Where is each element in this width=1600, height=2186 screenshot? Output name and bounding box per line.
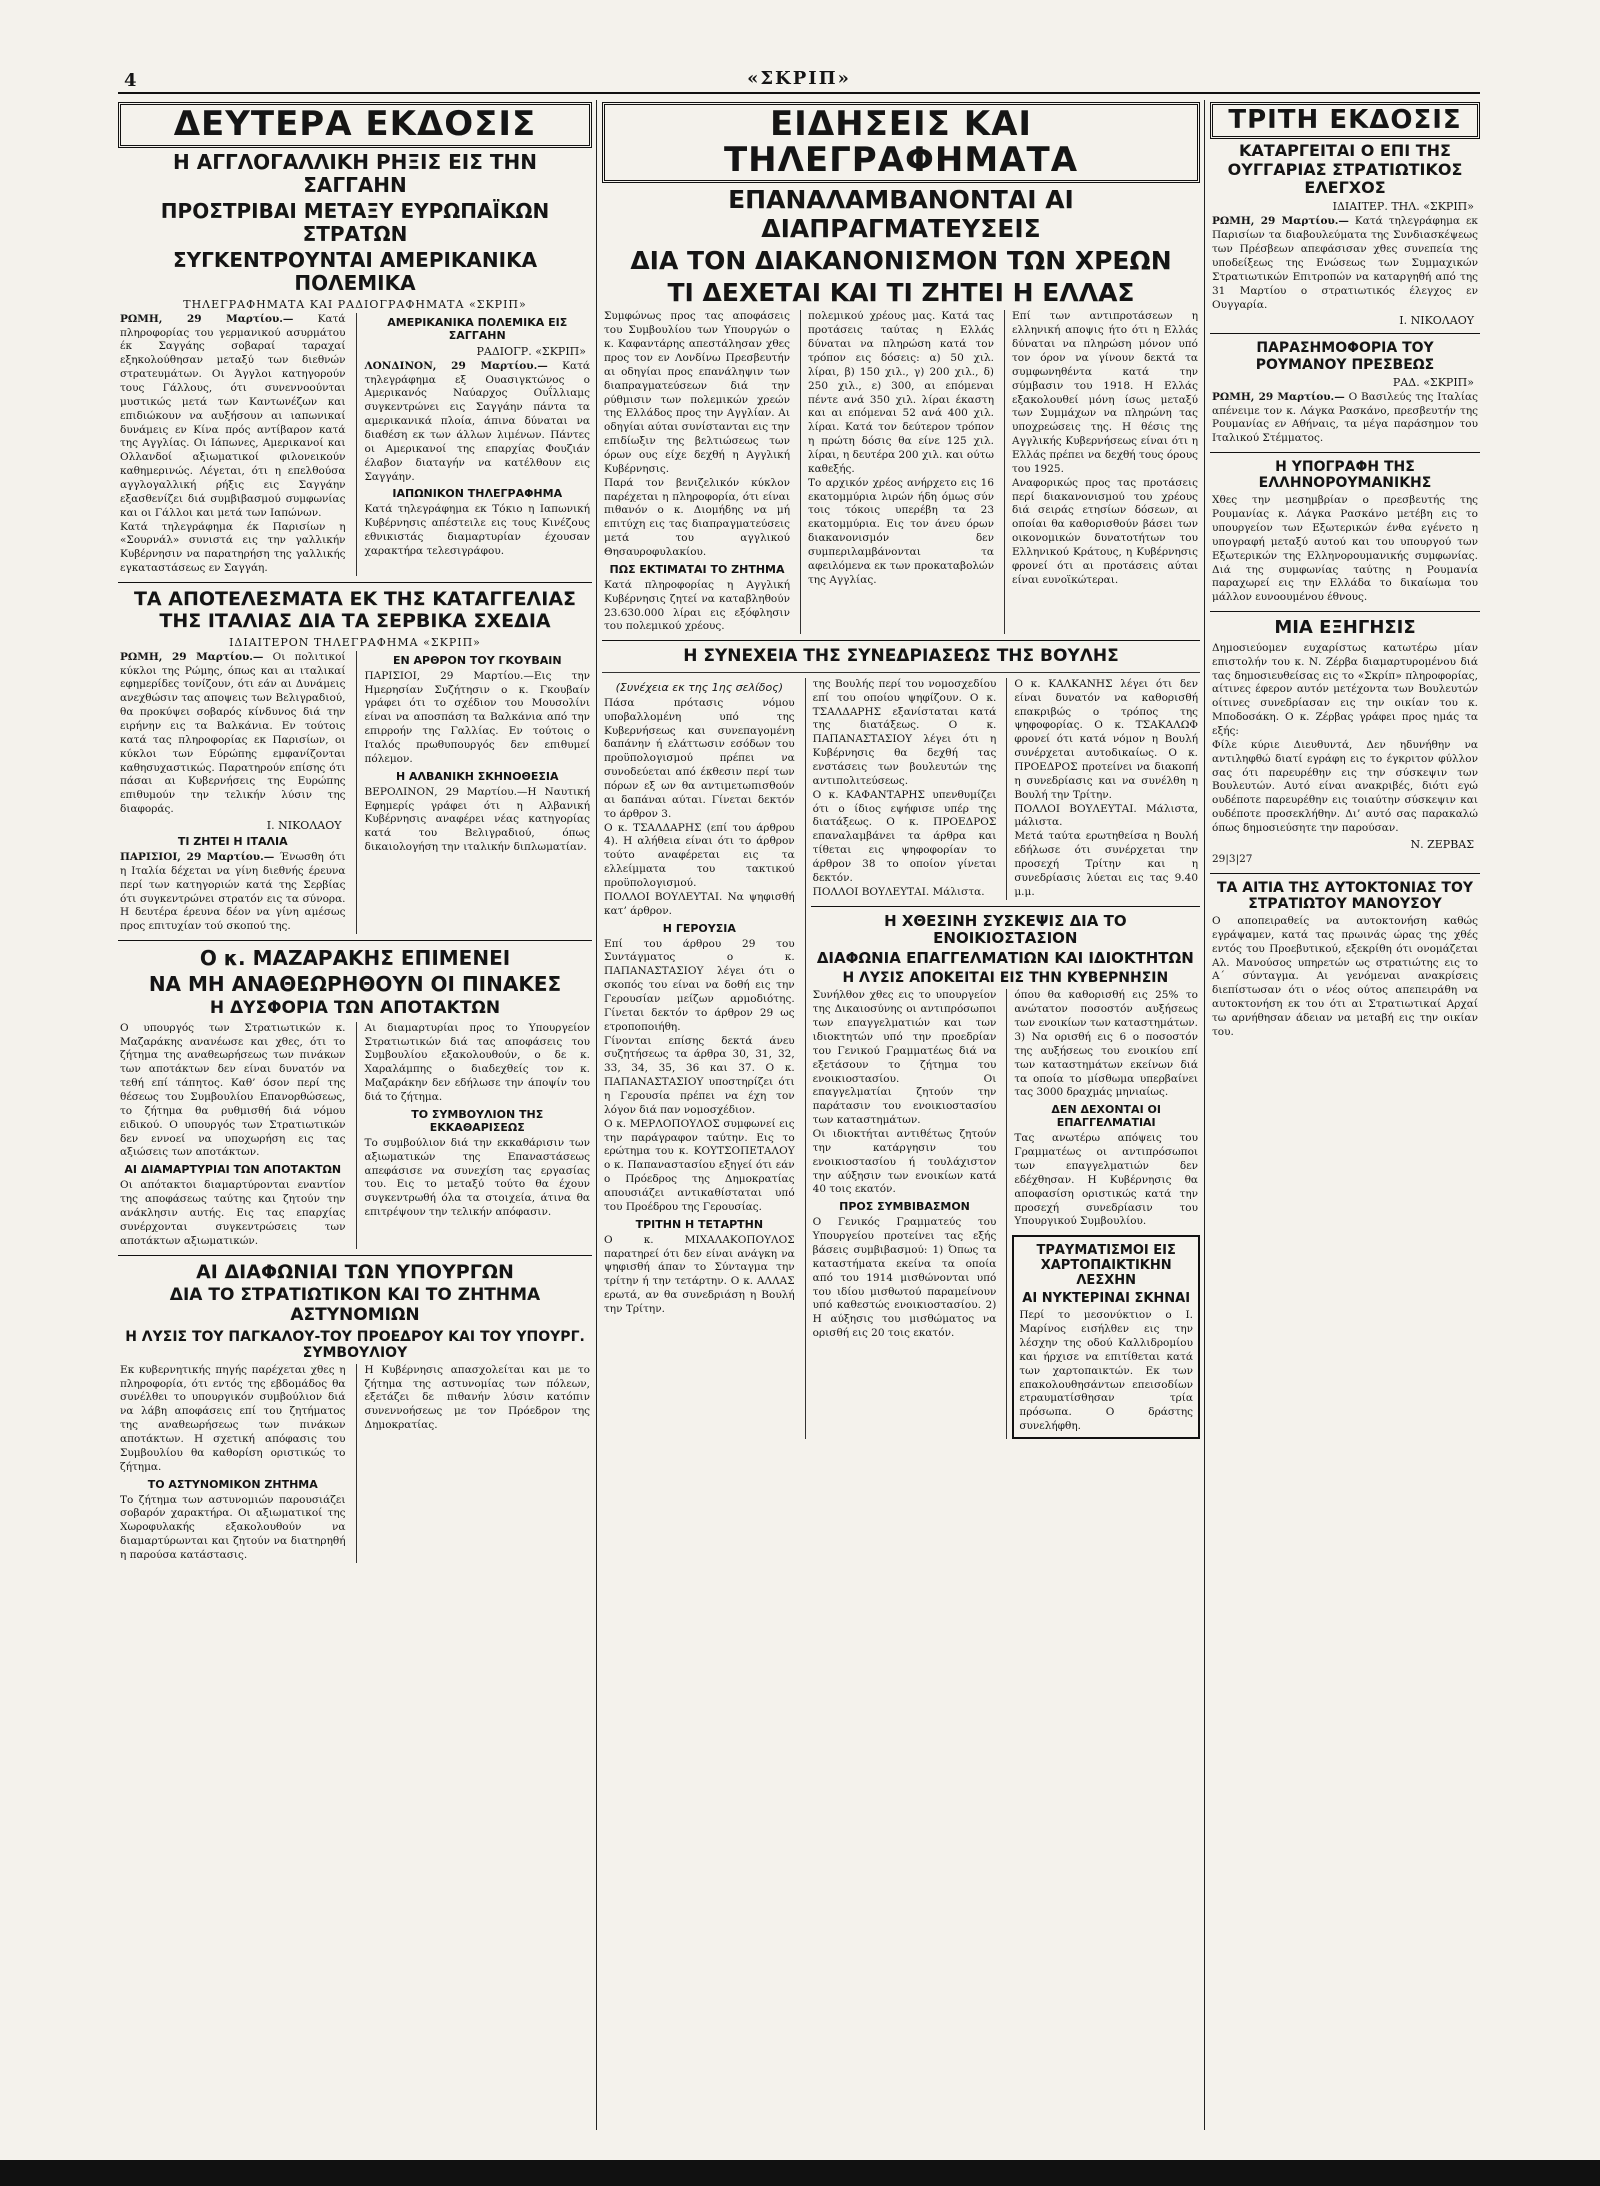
masthead [118, 70, 1480, 94]
article-text: Οι ιδιοκτήται αντιθέτως ζητούν την κατάργησιν του ενοικιοστασίου ή τουλάχιστον την αύξησιν των ενοικίων κατά 40 τοις εκατόν. [812, 1128, 997, 1196]
headline: ΠΑΡΑΣΗΜΟΦΟΡΙΑ ΤΟΥ ΡΟΥΜΑΝΟΥ ΠΡΕΣΒΕΩΣ [1255, 340, 1435, 373]
article-text: Παρά τον βενιζελικόν κύκλον παρέχεται η πληροφορία, ότι είναι πιθανόν ο κ. Διομήδης να μή επιτύχη εις τας διαπραγματεύσεις μετά του αγγλικού Θησαυροφυλακίου. [604, 476, 790, 558]
headline: ΔΙΑ ΤΟ ΣΤΡΑΤΙΩΤΙΚΟΝ ΚΑΙ ΤΟ ΖΗΤΗΜΑ ΑΣΤΥΝΟΜΙΩΝ [169, 1285, 541, 1325]
article-text: Κατά τηλεγράφημα έκ Παρισίων η «Σουρνάλ» συνιστά εις την γαλλικήν Κυβέρνησιν να παρατηρήση της γαλλικής εγκαταστάσεως εν Σαγγάη. [120, 520, 346, 575]
article-body [365, 360, 591, 485]
subheadline: ΑΙ ΔΙΑΜΑΡΤΥΡΙΑΙ ΤΩΝ ΑΠΟΤΑΚΤΩΝ [124, 1163, 342, 1177]
byline: ΙΔΙΑΙΤΕΡΟΝ ΤΗΛΕΓΡΑΦΗΜΑ «ΣΚΡΙΠ» [229, 635, 481, 649]
article-text: ΠΟΛΛΟΙ ΒΟΥΛΕΥΤΑΙ. Μάλιστα, μάλιστα. [1014, 802, 1199, 829]
article-text: Επί των αντιπροτάσεων η ελληνική αποψις ήτο ότι η Ελλάς δύναται να πληρώση μόνον υπό τον όρον να γίνουν δεκτά τα συμφωνηθέντα κατά την σύμβασιν του 1918. Η Ελλάς εξακολουθεί μόνη ίσως μεταξύ των Συμμάχων να πληρώνη τας υποχρεώσεις της. Η θέσις της Αγγλικής Κυβερνήσεως είναι ότι η Ελλάς πρέπει να δεχθή τους όρους του 1925. [1012, 310, 1198, 475]
byline: ΙΔΙΑΙΤΕΡ. ΤΗΛ. «ΣΚΡΙΠ» [1332, 200, 1474, 214]
article-body [120, 313, 346, 521]
headline: ΜΙΑ ΕΞΗΓΗΣΙΣ [1274, 617, 1416, 639]
article-text: Κατά πληροφορίας του γερμανικού ασυρμάτου έκ Σαγγάης σοβαραί ταραχαί εξηκολούθησαν μεταξύ των διεθνών στρατευμάτων. Οι Άγγλοι κατηγορούν τους Γάλλους, ότι συνεννοούνται μυστικώς μετά των Καντωνέζων και επιδιώκουν να αυξήσουν αι ιαπωνικαί δυνάμεις εν Κίνα πρός αντίβαρον κατά της Αγγλίας. Οι Ιάπωνες, Αμερικανοί και Ολλανδοί αξιωματικοί φιλονεικούν καθημερινώς. Λέγεται, ότι η επελθούσα αγγλογαλλική ρήξις εις Σαγγάην εξασθενίζει διά συμβιβασμού συμφωνίας και οι Γάλλοι και μετά των Ιαπώνων. [120, 312, 346, 519]
article-text: της Βουλής περί του νομοσχεδίου επί του οποίου ψηφίζουν. Ο κ. ΤΣΑΛΔΑΡΗΣ εξανίσταται κατά της διατάξεως. Ο κ. ΠΑΠΑΝΑΣΤΑΣΙΟΥ λέγει ότι η Κυβέρνησις θα δεχθή τας ενστάσεις των βουλευτών της αντιπολιτεύσεως. [812, 677, 997, 787]
headline: Η ΑΓΓΛΟΓΑΛΛΙΚΗ ΡΗΞΙΣ ΕΙΣ ΤΗΝ ΣΑΓΓΑΗΝ [173, 149, 537, 197]
page-number: 4 [124, 70, 137, 91]
article-text: Το αρχικόν χρέος ανήρχετο εις 16 εκατομμύρια λιρών ήδη όμως σύν τοις τόκοις υπερέβη τα 23 εκατομμύρια. Εις τον άνευ όρων διακανονισμόν δεν συμπεριλαμβάνονται τα αφειλόμενα εκ των προκαταβολών της Αγγλίας. [808, 476, 994, 586]
headline: Η ΔΥΣΦΟΡΙΑ ΤΩΝ ΑΠΟΤΑΚΤΩΝ [209, 998, 501, 1019]
article-text: Ο κ. ΜΕΡΛΟΠΟΥΛΟΣ συμφωνεί εις την παράγραφον ταύτην. Εις το ερώτημα του κ. ΚΟΥΤΣΟΠΕΤΑΛΟΥ ο κ. Παπαναστασίου εξηγεί ότι εάν ο Πρόεδρος της Δημοκρατίας απουσιάζει αντικαθίσταται υπό του Προέδρου της Γερουσίας. [604, 1117, 795, 1213]
divider [602, 672, 1200, 673]
subheadline: ΑΜΕΡΙΚΑΝΙΚΑ ΠΟΛΕΜΙΚΑ ΕΙΣ ΣΑΓΓΑΗΝ [387, 315, 568, 342]
subheadline: Η ΑΛΒΑΝΙΚΗ ΣΚΗΝΟΘΕΣΙΑ [395, 769, 559, 783]
headline: Η ΣΥΝΕΧΕΙΑ ΤΗΣ ΣΥΝΕΔΡΙΑΣΕΩΣ ΤΗΣ ΒΟΥΛΗΣ [683, 646, 1119, 667]
article-text: Ένωσθη ότι η Ιταλία δέχεται να γίνη διεθνής έρευνα περί των κατηγοριών κατά της Σερβίας ότι συγκεντρώνει στρατόν εις τα σύνορα. Η δευτέρα έρευνα δέον να γίνη αμέσως προς επιτυχίαν τού σκοπού της. [120, 851, 346, 933]
second-edition-banner: ΔΕΥΤΕΡΑ ΕΚΔΟΣΙΣ [118, 102, 592, 148]
divider [811, 906, 1200, 907]
article-text: Φίλε κύριε Διευθυντά, Δεν ηδυνήθην να αντιληφθώ διατί εγράφη εις το έγκριτον φύλλον σας ότι παρευρέθην εις την σύσκεψιν των Βουλευτών. Αυτό είναι ανακριβές, διότι εγώ ουδέποτε παρευρέθην εις τοιαύτην σύσκεψιν και ουδέποτε προσεκλήθην. Δι’ αυτό σας παρακαλώ όπως δημοσιεύσητε την παρούσαν. [1212, 738, 1478, 835]
article-text: Δημοσιεύομεν ευχαρίστως κατωτέρω μίαν επιστολήν του κ. Ν. Ζέρβα διαμαρτυρομένου διά τας δημοσιευθείσας εις το «Σκρίπ» πληροφορίας, αίτινες έφερον αυτόν μετέχοντα των Βουλευτών οίτινες συνεδρίασαν εις την οικίαν του κ. Μποδοσάκη. Ο κ. Ζέρβας γράφει προς ημάς τα εξής: [1212, 641, 1478, 738]
article-text: Συνήλθον χθες εις το υπουργείον της Δικαιοσύνης οι αντιπρόσωποι των επαγγελματιών και των ιδιοκτητών υπό την προεδρίαν του Γενικού Γραμματέως διά να εξετάσουν το ζήτημα του ενοικιοστασίου. Οι επαγγελματίαι ζητούν την παράτασιν του ενοικιοστασίου των καταστημάτων. [812, 989, 997, 1127]
article-text: ΠΑΡΙΣΙΟΙ, 29 Μαρτίου.—Εις την Ημερησίαν Συζήτησιν ο κ. Γκουβαίν γράφει ότι το σχέδιον του Μουσολίνι είναι να αποσπάση τα Βαλκάνια από την επιρροήν της Γαλλίας. Εν τούτοις ο Ιταλός πρωθυπουργός δεν επιθυμεί πόλεμον. [364, 669, 590, 765]
article-text: Χθες την μεσημβρίαν ο πρεσβευτής της Ρουμανίας κ. Λάγκα Ρασκάνο μετέβη εις το υπουργείον των Εξωτερικών ένθα εγένετο η υπογραφή μεταξύ αυτού και του υπουργού των Εξωτερικών της Ελληνορουμανικής συμφωνίας. Διά της συμφωνίας ταύτης η Ρουμανία παραχωρεί εις την Ελλάδα το δικαίωμα του μάλλον ευνοουμένου έθνους. [1212, 494, 1478, 604]
article-text: Τας ανωτέρω απόψεις του Γραμματέως οι αντιπρόσωποι των επαγγελματιών δεν εδέχθησαν. Η Κυβέρνησις θα αποφασίση οριστικώς κατά την προσεχή συνεδρίασιν του Υπουργικού Συμβουλίου. [1014, 1132, 1199, 1228]
article-text: Ο κ. ΚΑΛΚΑΝΗΣ λέγει ότι δεν είναι δυνατόν να καθορισθή επακριβώς ο τρόπος της ψηφοφορίας. Ο κ. ΤΣΑΚΑΛΩΦ φρονεί ότι κατά νόμον η Βουλή συνέρχεται αυτοδικαίως. Ο κ. ΠΡΟΕΔΡΟΣ προτείνει να διακοπή η συνεδρίασις και να συνέλθη η Βουλή την Τρίτην. [1014, 677, 1199, 801]
headline: Ο κ. ΜΑΖΑΡΑΚΗΣ ΕΠΙΜΕΝΕΙ [199, 946, 511, 971]
headline: ΔΙΑ ΤΟΝ ΔΙΑΚΑΝΟΝΙΣΜΟΝ ΤΩΝ ΧΡΕΩΝ [630, 245, 1172, 275]
subheadline: Η ΓΕΡΟΥΣΙΑ [662, 921, 736, 935]
article-text: Αι διαμαρτυρίαι προς το Υπουργείον Στρατιωτικών διά τας αποφάσεις του Συμβουλίου εξακολουθούν, ο δε κ. Χαραλάμπης ο διαδεχθείς τον κ. Μαζαράκην δεν εδήλωσε την άποψίν του διά το ζήτημα. [364, 1021, 590, 1104]
subheadline: ΠΡΟΣ ΣΥΜΒΙΒΑΣΜΟΝ [839, 1200, 970, 1214]
article-body [1212, 391, 1478, 446]
divider [118, 1255, 592, 1256]
article-text: Κατά τηλεγράφημα εξ Ουασιγκτώνος ο Αμερικανός Ναύαρχος Ουΐλλιαμς συγκεντρώνει εις Σαγγάην πάντα τα αμερικανικά πλοία, άπινα δύναται να διαθέση εκ των άλλων λιμένων. Πάντες οι Αμερικανοί της επαρχίας Φουζιάν έλαβον διαταγήν να κατέλθουν εις Σαγγάην. [364, 359, 590, 483]
article-body [1212, 215, 1478, 312]
letter-date: 29|3|27 [1212, 852, 1253, 865]
article-text: Το ζήτημα των αστυνομιών παρουσιάζει σοβαρόν χαρακτήρα. Οι αξιωματικοί της Χωροφυλακής εξακολουθούν να διαμαρτύρωνται και ζητούν να διατηρηθή η παρούσα κατάστασις. [120, 1493, 346, 1562]
subheadline: ΕΝ ΑΡΘΡΟΝ ΤΟΥ ΓΚΟΥΒΑΙΝ [392, 653, 562, 667]
dateline: ΡΩΜΗ, 29 Μαρτίου.— [1212, 215, 1349, 228]
divider [1210, 452, 1480, 453]
headline: ΝΑ ΜΗ ΑΝΑΘΕΩΡΗΘΟΥΝ ΟΙ ΠΙΝΑΚΕΣ [148, 972, 562, 997]
article-body [120, 851, 346, 934]
byline: ΡΑΔΙΟΓΡ. «ΣΚΡΙΠ» [476, 344, 586, 358]
continuation-note: (Συνέχεια εκ της 1ης σελίδος) [615, 680, 784, 694]
headline: ΣΥΓΚΕΝΤΡΟΥΝΤΑΙ ΑΜΕΡΙΚΑΝΙΚΑ ΠΟΛΕΜΙΚΑ [172, 247, 538, 295]
article-text: Ο κ. ΚΑΦΑΝΤΑΡΗΣ υπενθυμίζει ότι ο ίδιος εψήφισε υπέρ της διατάξεως. Ο κ. ΠΡΟΕΔΡΟΣ επαναλαμβάνει τα άρθρα και τίθεται εις ψηφοφορίαν το άρθρον 38 το οποίον γίνεται δεκτόν. [812, 788, 997, 884]
headline: Η ΧΘΕΣΙΝΗ ΣΥΣΚΕΨΙΣ ΔΙΑ ΤΟ ΕΝΟΙΚΙΟΣΤΑΣΙΟΝ [884, 911, 1127, 947]
paper-name: «ΣΚΡΙΠ» [747, 68, 851, 89]
article-text: Επί του άρθρου 29 του Συντάγματος ο κ. ΠΑΠΑΝΑΣΤΑΣΙΟΥ λέγει ότι ο σκοπός του είναι να δοθή εις την Γερουσίαν μείζων αρμοδιότης. Γίνεται δεκτόν το άρθρον 29 ως ετροποποιήθη. [604, 937, 795, 1033]
article-text: ΠΟΛΛΟΙ ΒΟΥΛΕΥΤΑΙ. Να ψηφισθή κατ’ άρθρον. [604, 890, 795, 917]
article-text: Ο αποπειραθείς να αυτοκτονήση καθώς εγράψαμεν, κατά τας πρωινάς ώρας της χθές εντός του Προεβυτικού, εξεκρίθη ότι ονομάζεται Αλ. Μανούσος υπηρετών ως στρατιώτης εις το Α΄ σύνταγμα. Αι γενόμεναι ανακρίσεις διεπίστωσαν ότι ο νέος ούτος απεπειράθη να αυτοκτονήση εκ του ότι αι Στρατιωτικαί Αρχαί τω αρνήθησαν άδειαν να μεταβή εις την οικίαν του. [1212, 914, 1478, 1038]
dateline: ΡΩΜΗ, 29 Μαρτίου.— [1212, 390, 1345, 403]
left-section [118, 100, 592, 2140]
article-text: Ο κ. ΤΣΑΛΔΑΡΗΣ (επί του άρθρου 4). Η αλήθεια είναι ότι το άρθρον τούτο αναφέρεται εις τα ελλείμματα του τακτικού προϋπολογισμού. [604, 821, 795, 889]
article-text: Γίνονται επίσης δεκτά άνευ συζητήσεως τα άρθρα 30, 31, 32, 33, 34, 35, 36 και 37. Ο κ. ΠΑΠΑΝΑΣΤΑΣΙΟΥ υποστηρίζει ότι η Γερουσία πρέπει να έχη τον λόγον διά παν νομοσχέδιον. [604, 1034, 795, 1116]
headline: ΔΙΑΦΩΝΙΑ ΕΠΑΓΓΕΛΜΑΤΙΩΝ ΚΑΙ ΙΔΙΟΚΤΗΤΩΝ [816, 949, 1194, 968]
article-text: Συμφώνως προς τας αποφάσεις του Συμβουλίου των Υπουργών ο κ. Καφαντάρης απεστάλησαν χθες προς τον εν Λονδίνω Πρεσβευτήν αι οδηγίαι προς επανάληψιν των διαπραγματεύσεων διά την ρύθμισιν των πολεμικών χρεών της Ελλάδος προς την Αγγλίαν. Αι οδηγίαι αύται συνίστανται εις την επιδίωξιν της βελτιώσεως των όρων ους είχε δεχθή η Αγγλική Κυβέρνησις. [604, 310, 790, 475]
article-text: Πάσα πρότασις νόμου υποβαλλομένη υπό της Κυβερνήσεως και συνεπαγομένη δαπάνην ή ελάττωσιν εσόδων του προϋπολογισμού πρέπει να συνοδεύεται από έκθεσιν περί των πόρων εξ ων θα αντιμετωπισθούν αι δαπάναι αύται. Γίνεται δεκτόν το άρθρον 3. [604, 696, 795, 820]
signature: Ν. ΖΕΡΒΑΣ [1410, 837, 1474, 851]
article-text: Ο Βασιλεύς της Ιταλίας απένειμε τον κ. Λάγκα Ρασκάνο, πρεσβευτήν της Ρουμανίας εν Αθήναις, τα μέγα παράσημον του Ιταλικού Στέμματος. [1212, 390, 1479, 445]
article-text: Κατά τηλεγράφημα εκ Τόκιο η Ιαπωνική Κυβέρνησις απέστειλε εις τους Κινέζους εθνικιστάς διαμαρτυρίαν έχουσαν χαρακτήρα τελεσιγράφου. [364, 503, 590, 557]
headline: ΤΑ ΑΙΤΙΑ ΤΗΣ ΑΥΤΟΚΤΟΝΙΑΣ ΤΟΥ ΣΤΡΑΤΙΩΤΟΥ ΜΑΝΟΥΣΟΥ [1217, 879, 1473, 912]
subheadline: ΤΟ ΣΥΜΒΟΥΛΙΟΝ ΤΗΣ ΕΚΚΑΘΑΡΙΣΕΩΣ [411, 1107, 544, 1134]
headline: Η ΛΥΣΙΣ ΤΟΥ ΠΑΓΚΑΛΟΥ-ΤΟΥ ΠΡΟΕΔΡΟΥ ΚΑΙ ΤΟΥ ΥΠΟΥΡΓ. ΣΥΜΒΟΥΛΙΟΥ [125, 1328, 585, 1361]
article-text: Περί το μεσονύκτιον ο Ι. Μαρίνος εισήλθεν εις την λέσχην της οδού Καλλιδρομίου και ήρχισε να επιτίθεται κατά των χαρτοπαικτών. Εκ των επακολουθησάντων επεισοδίων ετραυματίσθησαν τρία πρόσωπα. Ο δράστης συνελήφθη. [1019, 1309, 1194, 1433]
article-text: Κατά τηλεγράφημα εκ Παρισίων τα διαβουλεύματα της Συνδιασκέψεως των Πρέσβεων απεφάσισαν χθες συνεπεία της υποδείξεως της Ενώσεως των Συμμαχικών Στρατιωτικών Επιτροπών να καταργηθή από της 31 Μαρτίου ο στρατιωτικός έλεγχος εν Ουγγαρία. [1212, 215, 1478, 311]
headline: ΕΠΑΝΑΛΑΜΒΑΝΟΝΤΑΙ ΑΙ ΔΙΑΠΡΑΓΜΑΤΕΥΣΕΙΣ [728, 185, 1074, 244]
headline: ΤΑ ΑΠΟΤΕΛΕΣΜΑΤΑ ΕΚ ΤΗΣ ΚΑΤΑΓΓΕΛΙΑΣ ΤΗΣ ΙΤΑΛΙΑΣ ΔΙΑ ΤΑ ΣΕΡΒΙΚΑ ΣΧΕΔΙΑ [133, 588, 577, 632]
subheadline: ΤΡΑΥΜΑΤΙΣΜΟΙ ΕΙΣ ΧΑΡΤΟΠΑΙΚΤΙΚΗΝ ΛΕΣΧΗΝ [1036, 1243, 1176, 1289]
dateline: ΠΑΡΙΣΙΟΙ, 29 Μαρτίου.— [120, 851, 275, 864]
dateline: ΡΩΜΗ, 29 Μαρτίου.— [120, 312, 294, 325]
dateline: ΛΟΝΔΙΝΟΝ, 29 Μαρτίου.— [364, 359, 548, 372]
center-section [602, 100, 1200, 2140]
article-text: Ο κ. ΜΙΧΑΛΑΚΟΠΟΥΛΟΣ παρατηρεί ότι δεν είναι ανάγκη να ψηφισθή άπαν το Σύνταγμα την τρίτην ή την τετάρτην. Ο κ. ΑΛΛΑΣ ερωτά, αν θα συνεδριάση η Βουλή την Τρίτην. [604, 1233, 795, 1316]
page-bottom-edge [0, 2160, 1600, 2186]
headline: Η ΥΠΟΓΡΑΦΗ ΤΗΣ ΕΛΛΗΝΟΡΟΥΜΑΝΙΚΗΣ [1258, 459, 1432, 492]
column-rule [1204, 100, 1205, 2130]
subheadline: ΤΡΙΤΗΝ Η ΤΕΤΑΡΤΗΝ [635, 1217, 764, 1231]
newspaper-page [118, 70, 1480, 2130]
article-text: Το συμβούλιον διά την εκκαθάρισιν των αξιωματικών της Επαναστάσεως απεφάσισε να συνεχίση τας εργασίας του. Εις το μεταξύ τούτο θα έχουν συγκεντρωθή όλα τα στοιχεία, άτινα θα επιτρέψουν την τελικήν απόφασιν. [364, 1136, 590, 1219]
subheadline: ΤΙ ΖΗΤΕΙ Η ΙΤΑΛΙΑ [177, 835, 288, 849]
signature: Ι. ΝΙΚΟΛΑΟΥ [266, 819, 342, 833]
article-text: Ο Γενικός Γραμματεύς του Υπουργείου προτείνει τας εξής βάσεις συμβιβασμού: 1) Όπως τα καταστήματα εκείνα τα οποία από του 1914 μισθώνονται υπό του ιδίου μισθωτού παραμείνουν υπό καθεστώς ενοικιοστασίου. 2) Η αύξησις του μισθώματος να ορισθή εις 20 τοις εκατόν. [812, 1216, 997, 1340]
headline: ΤΙ ΔΕΧΕΤΑΙ ΚΑΙ ΤΙ ΖΗΤΕΙ Η ΕΛΛΑΣ [667, 277, 1135, 307]
divider [1210, 333, 1480, 334]
headline: ΚΑΤΑΡΓΕΙΤΑΙ Ο ΕΠΙ ΤΗΣ ΟΥΓΓΑΡΙΑΣ ΣΤΡΑΤΙΩΤΙΚΟΣ ΕΛΕΓΧΟΣ [1227, 141, 1463, 198]
article-text: Κατά πληροφορίας η Αγγλική Κυβέρνησις ζητεί να καταβληθούν 23.630.000 λίραι εις εξόφλησιν του πολεμικού χρέους. [604, 578, 790, 633]
news-banner: ΕΙΔΗΣΕΙΣ ΚΑΙ ΤΗΛΕΓΡΑΦΗΜΑΤΑ [602, 102, 1200, 183]
divider [118, 582, 592, 583]
article-text: Εκ κυβερνητικής πηγής παρέχεται χθες η πληροφορία, ότι εντός της εβδομάδος θα συνέλθει το υπουργικόν συμβούλιον διά να λάβη αποφάσεις επί του ζητήματος της αναθεωρήσεως των πινάκων αποτάκτων. Η σχετική απόφασις του Συμβουλίου θα καθορίση οριστικώς το ζήτημα. [120, 1363, 346, 1473]
article-text: ΒΕΡΟΛΙΝΟΝ, 29 Μαρτίου.—Η Ναυτική Εφημερίς γράφει ότι η Αλβανική Κυβέρνησις αναφέρει νέας κατηγορίας κατά του Βελιγραδιού, όπως δικαιολογήση την ιταλικήν διπλωματίαν. [364, 785, 590, 854]
headline: ΑΙ ΔΙΑΦΩΝΙΑΙ ΤΩΝ ΥΠΟΥΡΓΩΝ [196, 1260, 514, 1283]
byline: ΤΗΛΕΓΡΑΦΗΜΑΤΑ ΚΑΙ ΡΑΔΙΟΓΡΑΦΗΜΑΤΑ «ΣΚΡΙΠ» [183, 297, 527, 311]
byline: ΡΑΔ. «ΣΚΡΙΠ» [1392, 375, 1474, 389]
article-text: Η Κυβέρνησις απασχολείται και με το ζήτημα της αστυνομίας των πόλεων, εξετάζει δε πιθανήν λύσιν κατόπιν συνεννοήσεως με τον Πρόεδρον της Δημοκρατίας. [364, 1363, 590, 1432]
article-text: ΠΟΛΛΟΙ ΒΟΥΛΕΥΤΑΙ. Μάλιστα. [812, 885, 985, 898]
headline: Η ΛΥΣΙΣ ΑΠΟΚΕΙΤΑΙ ΕΙΣ ΤΗΝ ΚΥΒΕΡΝΗΣΙΝ [842, 970, 1169, 987]
article-text: Μετά ταύτα ερωτηθείσα η Βουλή εδήλωσε ότι συνέρχεται την προσεχή Τρίτην και η συνεδρίασις λύεται εις τας 9.40 μ.μ. [1014, 830, 1199, 898]
signature: Ι. ΝΙΚΟΛΑΟΥ [1399, 314, 1474, 328]
article-text: όπου θα καθορισθή εις 25% το ανώτατον ποσοστόν αυξήσεως των ενοικίων των καταστημάτων. 3) Να ορισθή εις 6 ο ποσοστόν της αυξήσεως του ενοικίου επί των καταστημάτων εκείνων διά τα οποία το μίσθωμα υπερβαίνει τας 3000 δραχμάς μηνιαίως. [1014, 989, 1199, 1099]
subheadline: ΑΙ ΝΥΚΤΕΡΙΝΑΙ ΣΚΗΝΑΙ [1022, 1291, 1191, 1307]
third-edition-banner: ΤΡΙΤΗ ΕΚΔΟΣΙΣ [1210, 102, 1480, 139]
divider [602, 640, 1200, 641]
boxed-article [1012, 1235, 1200, 1439]
article-text: Οι απότακτοι διαμαρτύρονται εναντίον της αποφάσεως ταύτης και ζητούν την ανάκλησιν αυτής. Εις τας επαρχίας συνέρχονται συγκεντρώσεις των αποτάκτων αξιωματικών. [120, 1179, 346, 1247]
article-text: Ο υπουργός των Στρατιωτικών κ. Μαζαράκης ανανέωσε και χθες, ότι το ζήτημα της αναθεωρήσεως των πινάκων των αποτάκτων δεν είναι δυνατόν να τεθή επί τάπητος. Καθ’ όσον περί της θέσεως του Συμβουλίου Επανορθώσεως, το ζήτημα θα ρυθμισθή διά νόμου ειδικού. Ο υπουργός των Στρατιωτικών δεν εννοεί να υποχωρήση εις τας αξιώσεις των αποτάκτων. [120, 1021, 346, 1159]
divider [118, 940, 592, 941]
headline: ΠΡΟΣΤΡΙΒΑΙ ΜΕΤΑΞΥ ΕΥΡΩΠΑΪΚΩΝ ΣΤΡΑΤΩΝ [160, 198, 550, 246]
divider [1210, 873, 1480, 874]
dateline: ΡΩΜΗ, 29 Μαρτίου.— [120, 650, 264, 663]
subheadline: ΔΕΝ ΔΕΧΟΝΤΑΙ ΟΙ ΕΠΑΓΓΕΛΜΑΤΙΑΙ [1051, 1103, 1161, 1130]
column-rule [596, 100, 597, 2130]
subheadline: ΙΑΠΩΝΙΚΟΝ ΤΗΛΕΓΡΑΦΗΜΑ [392, 487, 563, 501]
article-text: πολεμικού χρέους μας. Κατά τας προτάσεις ταύτας η Ελλάς δύναται να πληρώση κατά τον τρόπον εις δόσεις: α) 50 χιλ. λίραι, β) 150 χιλ., γ) 200 χιλ., δ) 250 χιλ., ε) 300, αι επόμεναι πέντε ανά 350 χιλ. λίραι έκαστη και αι επόμεναι 52 ανά 400 χιλ. λίραι. Κατά τον δεύτερον τρόπον η πρώτη δόσις θα είνε 125 χιλ. λίραι, η δευτέρα 200 χιλ. και ούτω καθεξής. [808, 310, 994, 475]
article-text: Οι πολιτικοί κύκλοι της Ρώμης, όπως και αι ιταλικαί εφημερίδες τονίζουν, ότι εάν αι Δυνάμεις ανεχθώσιν τας αποψεις των Βελιγραδιού, θα προκύψει σοβαρός κίνδυνος διά την ειρήνην εις τα Βαλκάνια. Εν τούτοις κατά τας πληροφορίας εκ Παρισίων, οι κύκλοι των Εύρώπης εμφανίζονται καθησυχαστικώς. Παρατηρούν επίσης ότι πάσαι αι Κυβερνήσεις της Ευρώπης επιθυμούν την τελικήν λύσιν της διαφοράς. [120, 650, 346, 816]
article-body [120, 651, 346, 817]
article-text: Αναφορικώς προς τας προτάσεις περί διακανονισμού του χρέους διά σειράς ετησίων δόσεων, αι οποίαι θα καθορισθούν βάσει των οικονομικών δυνατοτήτων του Ελληνικού Κράτους, η Κυβέρνησις φρονεί ότι αι προτάσεις αύται είναι ευνοϊκώτεραι. [1012, 476, 1198, 586]
divider [1210, 611, 1480, 612]
subheadline: ΠΩΣ ΕΚΤΙΜΑΤΑΙ ΤΟ ΖΗΤΗΜΑ [609, 562, 785, 576]
right-section [1210, 100, 1480, 2140]
subheadline: ΤΟ ΑΣΤΥΝΟΜΙΚΟΝ ΖΗΤΗΜΑ [147, 1477, 318, 1491]
